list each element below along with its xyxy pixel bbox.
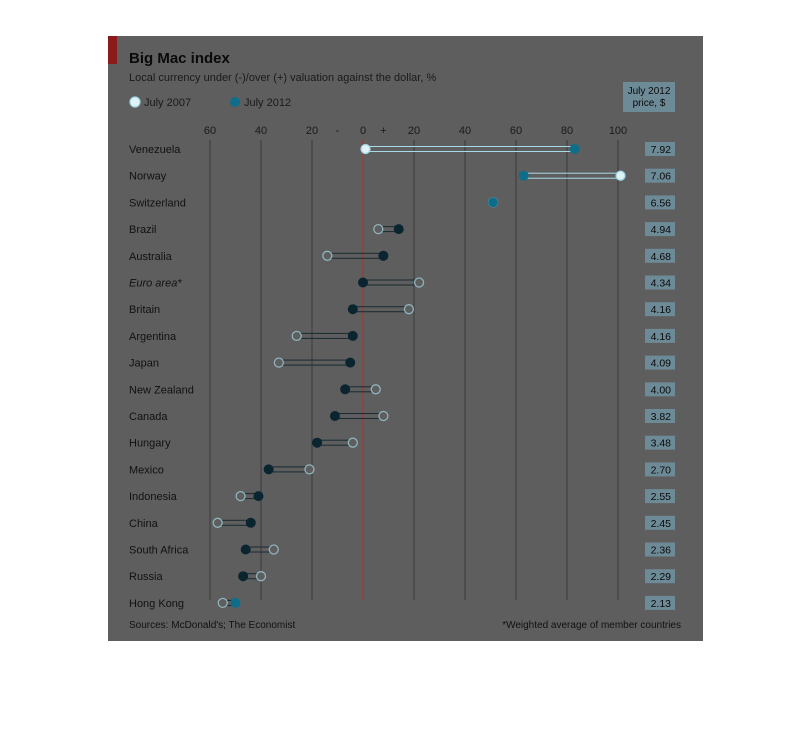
- point-2007: [348, 438, 357, 447]
- point-2007: [404, 305, 413, 314]
- point-2012: [241, 545, 251, 555]
- price-header-line-2: price, $: [632, 98, 666, 109]
- range-bar: [366, 147, 575, 152]
- category-label: Norway: [129, 170, 167, 183]
- category-label: Japan: [129, 357, 159, 370]
- point-2007: [323, 251, 332, 260]
- category-label: Russia: [129, 571, 163, 584]
- x-tick-label: 60: [509, 125, 523, 137]
- price-label: 2.29: [650, 571, 671, 584]
- range-bar: [335, 414, 383, 419]
- category-label: Canada: [129, 411, 168, 423]
- point-2012: [345, 358, 355, 368]
- price-label: 2.13: [650, 597, 671, 610]
- category-label: Argentina: [129, 330, 177, 343]
- x-tick-label: -: [335, 125, 340, 137]
- point-2012: [253, 491, 263, 501]
- point-2007: [616, 171, 625, 180]
- accent-bar: [108, 36, 117, 64]
- category-label: Australia: [129, 250, 172, 263]
- price-label: 4.09: [650, 357, 671, 370]
- legend-marker-2007: [130, 97, 140, 107]
- footnote: *Weighted average of member countries: [502, 620, 681, 631]
- point-2012: [358, 278, 368, 288]
- legend-marker-2012: [230, 97, 240, 107]
- price-label: 4.68: [650, 250, 671, 263]
- point-2012: [519, 171, 529, 181]
- category-label: Venezuela: [129, 144, 181, 156]
- range-bar: [279, 360, 350, 365]
- category-label: South Africa: [129, 544, 189, 557]
- point-2012: [238, 571, 248, 581]
- price-label: 2.55: [650, 491, 671, 504]
- point-2007: [274, 358, 283, 367]
- x-tick-label: 20: [305, 125, 319, 137]
- point-2007: [269, 545, 278, 554]
- point-2012: [570, 144, 580, 154]
- x-tick-label: 60: [203, 125, 217, 137]
- range-bar: [363, 280, 419, 285]
- chart-title: Big Mac index: [129, 50, 230, 67]
- price-label: 3.48: [650, 437, 671, 450]
- point-2012: [348, 304, 358, 314]
- chart-subtitle: Local currency under (-)/over (+) valuation against the dollar, %: [129, 72, 437, 84]
- category-label: New Zealand: [129, 384, 194, 397]
- x-tick-label: 0: [359, 125, 367, 137]
- category-label: Hong Kong: [129, 597, 185, 610]
- price-label: 2.70: [650, 464, 671, 477]
- point-2007: [415, 278, 424, 287]
- x-tick-label: 80: [560, 125, 574, 137]
- point-2007: [236, 492, 245, 501]
- price-label: 7.92: [650, 144, 671, 156]
- price-label: 4.34: [650, 277, 671, 290]
- category-label: Britain: [129, 304, 161, 317]
- range-bar: [524, 173, 621, 178]
- point-2007: [374, 225, 383, 234]
- category-label: Indonesia: [129, 491, 177, 504]
- point-2007: [361, 145, 370, 154]
- point-2012: [330, 411, 340, 421]
- x-tick-label: 100: [608, 125, 628, 137]
- point-2007: [257, 572, 266, 581]
- category-label: Mexico: [129, 464, 164, 477]
- point-2012: [340, 384, 350, 394]
- point-2007: [292, 331, 301, 340]
- price-label: 2.45: [650, 517, 671, 530]
- category-label: Switzerland: [129, 197, 186, 210]
- category-label: Hungary: [129, 437, 171, 450]
- price-label: 4.00: [650, 384, 671, 397]
- point-2012: [488, 197, 498, 207]
- point-2007: [371, 385, 380, 394]
- point-2012: [246, 518, 256, 528]
- x-tick-label: 40: [254, 125, 268, 137]
- range-bar: [269, 467, 310, 472]
- category-label: Brazil: [129, 224, 157, 237]
- source-note: Sources: McDonald's; The Economist: [129, 620, 296, 631]
- point-2012: [378, 251, 388, 261]
- range-bar: [317, 440, 353, 445]
- x-tick-label: 20: [407, 125, 421, 137]
- point-2007: [379, 412, 388, 421]
- range-bar: [327, 253, 383, 258]
- price-label: 3.82: [650, 411, 671, 423]
- point-2012: [264, 464, 274, 474]
- price-label: 4.94: [650, 224, 671, 237]
- range-bar: [297, 333, 353, 338]
- point-2007: [305, 465, 314, 474]
- price-label: 7.06: [650, 170, 671, 183]
- point-2012: [348, 331, 358, 341]
- legend-label-2012: July 2012: [244, 97, 292, 109]
- x-tick-label: 40: [458, 125, 472, 137]
- point-2007: [218, 598, 227, 607]
- x-tick-label: +: [380, 125, 387, 137]
- price-header-line-1: July 2012: [627, 86, 671, 97]
- category-label: China: [129, 517, 158, 530]
- point-2012: [231, 598, 241, 608]
- point-2012: [312, 438, 322, 448]
- point-2012: [394, 224, 404, 234]
- range-bar: [353, 307, 409, 312]
- point-2007: [213, 518, 222, 527]
- price-label: 2.36: [650, 544, 671, 557]
- category-label: Euro area*: [129, 277, 182, 290]
- price-label: 4.16: [650, 330, 671, 343]
- price-label: 4.16: [650, 304, 671, 317]
- price-label: 6.56: [650, 197, 671, 210]
- legend-label-2007: July 2007: [144, 97, 192, 109]
